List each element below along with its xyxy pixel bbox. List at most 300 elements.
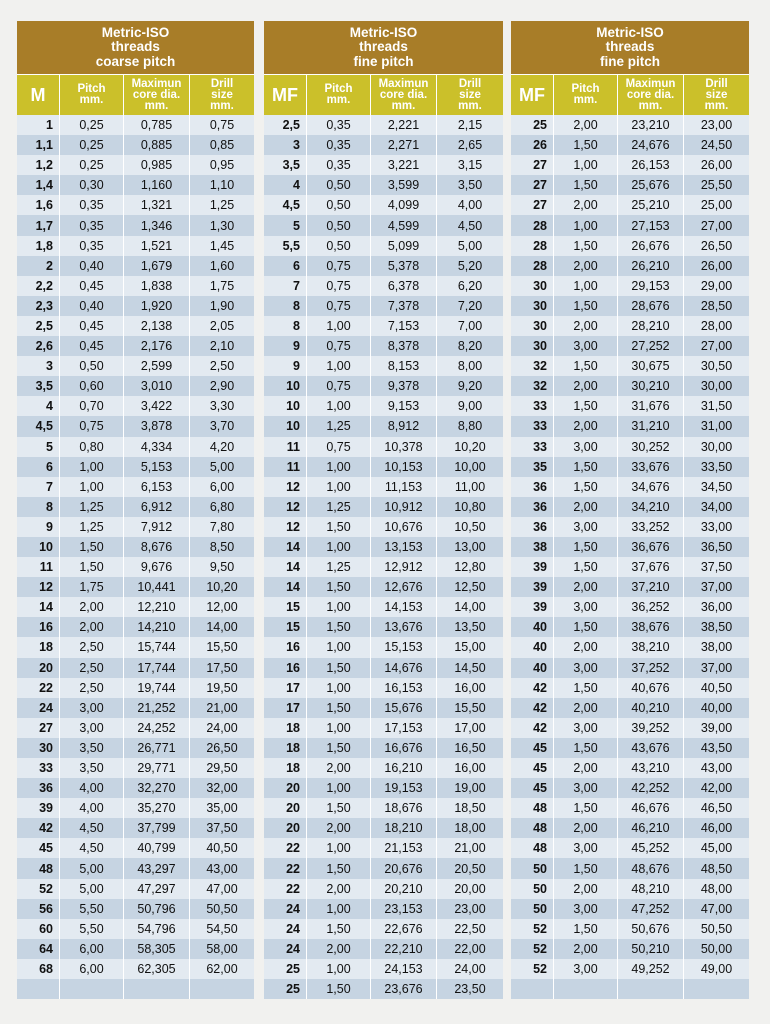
table-cell: 30,00 — [683, 376, 749, 396]
table-cell: 4 — [293, 178, 300, 193]
table-cell: 52 — [533, 921, 547, 936]
table-cell: 25,210 — [617, 195, 683, 215]
table-cell: 26,00 — [683, 155, 749, 175]
table-row — [511, 637, 749, 657]
table-title-line: threads — [359, 39, 408, 55]
table-cell: 4,50 — [436, 215, 503, 235]
table-cell: 3,010 — [123, 376, 189, 396]
table-cell: 1,321 — [123, 195, 189, 215]
table-cell: 1,4 — [35, 178, 53, 193]
table-cell: 1,7 — [35, 218, 53, 233]
table-cell: 36,50 — [683, 537, 749, 557]
table-row — [264, 658, 503, 678]
table-row — [264, 979, 503, 999]
table-cell: 1,00 — [59, 457, 123, 477]
table-cell: 1,50 — [553, 135, 617, 155]
table-cell: 12 — [286, 499, 300, 514]
column-header: Maximun core dia. mm. — [617, 75, 683, 115]
table-cell: 50,50 — [683, 919, 749, 939]
table-cell: 40,50 — [683, 678, 749, 698]
table-cell: 32 — [533, 379, 547, 394]
column-header: Pitch mm. — [553, 75, 617, 115]
table-row — [511, 798, 749, 818]
table-row — [511, 457, 749, 477]
table-cell: 23,153 — [370, 899, 436, 919]
table-cell: 3,00 — [59, 698, 123, 718]
table-cell: 24,00 — [436, 959, 503, 979]
table-title-line: threads — [605, 39, 655, 55]
table-row — [17, 557, 254, 577]
table-cell: 27 — [39, 720, 53, 735]
table-cell: 40,210 — [617, 698, 683, 718]
table-cell: 1,25 — [189, 195, 254, 215]
table-cell: 24 — [286, 941, 300, 956]
table-cell: 30 — [533, 298, 547, 313]
table-cell: 9 — [46, 519, 53, 534]
table-cell: 26 — [533, 138, 547, 153]
table-cell: 2,05 — [189, 316, 254, 336]
table-cell: 3,30 — [189, 396, 254, 416]
table-row — [511, 396, 749, 416]
table-cell: 1,90 — [189, 296, 254, 316]
table-cell: 26,00 — [683, 256, 749, 276]
table-cell: 17 — [286, 700, 300, 715]
table-cell: 43,50 — [683, 738, 749, 758]
table-cell: 42,252 — [617, 778, 683, 798]
table-cell: 68 — [39, 961, 53, 976]
table-cell: 0,50 — [306, 175, 370, 195]
table-cell: 0,35 — [59, 195, 123, 215]
table-cell: 4,599 — [370, 215, 436, 235]
table-row — [264, 517, 503, 537]
table-row — [17, 738, 254, 758]
table-cell: 18 — [39, 640, 53, 655]
table-row — [17, 959, 254, 979]
table-cell: 4,5 — [35, 419, 53, 434]
table-cell: 2,00 — [59, 617, 123, 637]
table-cell: 12,80 — [436, 557, 503, 577]
table-title-line: Metric-ISO — [349, 24, 418, 40]
table-row — [264, 577, 503, 597]
table-cell: 34,676 — [617, 477, 683, 497]
table-cell: 0,35 — [306, 115, 370, 135]
table-cell: 2,00 — [553, 818, 617, 838]
table-cell: 4,00 — [59, 798, 123, 818]
table-cell: 35,00 — [189, 798, 254, 818]
table-cell: 10 — [286, 419, 300, 434]
table-cell: 27 — [533, 178, 547, 193]
table-cell: 25,50 — [683, 175, 749, 195]
table-cell: 3,00 — [553, 899, 617, 919]
table-cell: 24 — [286, 921, 300, 936]
table-row — [511, 557, 749, 577]
table-row — [511, 698, 749, 718]
table-cell: 1,50 — [553, 356, 617, 376]
table-row — [511, 899, 749, 919]
table-cell: 24,676 — [617, 135, 683, 155]
table-cell: 1,50 — [553, 557, 617, 577]
table-cell: 14,00 — [189, 617, 254, 637]
table-cell: 1,50 — [59, 557, 123, 577]
table-row — [264, 818, 503, 838]
table-cell: 39,00 — [683, 718, 749, 738]
table-cell: 1,6 — [35, 198, 53, 213]
table-cell: 0,50 — [306, 215, 370, 235]
table-cell: 1,00 — [306, 718, 370, 738]
table-cell: 38,210 — [617, 637, 683, 657]
table-cell: 2,00 — [59, 597, 123, 617]
table-cell: 6 — [293, 258, 300, 273]
table-cell: 42 — [533, 720, 547, 735]
table-cell: 7,153 — [370, 316, 436, 336]
table-cell: 20,00 — [436, 879, 503, 899]
table-cell: 1,75 — [59, 577, 123, 597]
table-cell: 36 — [533, 519, 547, 534]
table-cell: 19,00 — [436, 778, 503, 798]
table-cell: 1,00 — [306, 678, 370, 698]
table-cell: 37,00 — [683, 658, 749, 678]
table-cell: 49,252 — [617, 959, 683, 979]
table-cell — [17, 979, 59, 999]
table-cell: 3,00 — [553, 838, 617, 858]
table-row — [511, 256, 749, 276]
table-cell: 2,599 — [123, 356, 189, 376]
table-cell: 33 — [533, 399, 547, 414]
table-cell — [123, 979, 189, 999]
table-row — [17, 276, 254, 296]
table-cell: 5,00 — [189, 457, 254, 477]
table-cell: 14,210 — [123, 617, 189, 637]
table-cell: 8 — [293, 318, 300, 333]
table-cell: 46,676 — [617, 798, 683, 818]
table-row — [17, 678, 254, 698]
table-cell: 27 — [533, 198, 547, 213]
table-cell: 22,676 — [370, 919, 436, 939]
table-cell: 14,00 — [436, 597, 503, 617]
table-cell: 17,744 — [123, 658, 189, 678]
table-cell: 0,75 — [306, 256, 370, 276]
table-cell: 0,75 — [189, 115, 254, 135]
column-header-row — [264, 74, 503, 115]
table-row — [511, 517, 749, 537]
table-row — [17, 115, 254, 135]
table-cell: 39,252 — [617, 718, 683, 738]
table-cell: 49,00 — [683, 959, 749, 979]
table-row — [17, 939, 254, 959]
table-cell: 8,912 — [370, 416, 436, 436]
table-cell: 3,50 — [59, 758, 123, 778]
table-cell: 0,40 — [59, 256, 123, 276]
table-fine-pitch-1 — [264, 21, 503, 999]
table-cell: 48,50 — [683, 858, 749, 878]
table-cell: 1,00 — [306, 396, 370, 416]
table-cell: 16 — [286, 660, 300, 675]
table-row — [264, 798, 503, 818]
table-title-line: fine pitch — [600, 53, 660, 69]
table-cell: 2,15 — [436, 115, 503, 135]
table-cell: 54,50 — [189, 919, 254, 939]
table-cell: 52 — [39, 881, 53, 896]
table-cell: 1,00 — [306, 959, 370, 979]
table-row — [17, 195, 254, 215]
table-cell: 28,210 — [617, 316, 683, 336]
column-header: Drill size mm. — [189, 75, 254, 115]
table-cell: 1,838 — [123, 276, 189, 296]
table-cell: 1,30 — [189, 215, 254, 235]
table-row — [264, 416, 503, 436]
table-cell: 40,799 — [123, 838, 189, 858]
table-cell: 7,80 — [189, 517, 254, 537]
table-cell: 31,210 — [617, 416, 683, 436]
table-cell: 16,50 — [436, 738, 503, 758]
table-cell: 14,676 — [370, 658, 436, 678]
table-cell: 22 — [39, 680, 53, 695]
table-row — [17, 879, 254, 899]
table-cell: 2,65 — [436, 135, 503, 155]
table-cell: 15,00 — [436, 637, 503, 657]
table-row — [264, 537, 503, 557]
table-row — [17, 617, 254, 637]
table-row — [264, 758, 503, 778]
table-cell: 18,676 — [370, 798, 436, 818]
table-cell: 29,00 — [683, 276, 749, 296]
table-cell: 25 — [286, 982, 300, 997]
table-cell: 16,00 — [436, 678, 503, 698]
table-row — [17, 838, 254, 858]
table-cell: 2,138 — [123, 316, 189, 336]
table-cell: 0,75 — [306, 437, 370, 457]
column-header: M — [30, 84, 46, 105]
table-row — [511, 778, 749, 798]
table-cell — [189, 979, 254, 999]
table-cell: 1,50 — [553, 396, 617, 416]
table-row — [264, 115, 503, 135]
table-cell: 1,50 — [553, 617, 617, 637]
table-cell: 8 — [46, 499, 53, 514]
table-cell: 26,771 — [123, 738, 189, 758]
table-cell: 12,210 — [123, 597, 189, 617]
table-row — [264, 175, 503, 195]
table-cell: 1,60 — [189, 256, 254, 276]
table-cell: 4,5 — [282, 198, 300, 213]
table-cell: 8,676 — [123, 537, 189, 557]
table-row — [17, 758, 254, 778]
table-cell: 1,2 — [35, 158, 53, 173]
table-cell: 1,25 — [306, 416, 370, 436]
table-cell: 4,00 — [436, 195, 503, 215]
table-cell: 27,153 — [617, 215, 683, 235]
table-row — [264, 698, 503, 718]
table-cell: 4,50 — [59, 818, 123, 838]
table-cell: 10 — [39, 540, 53, 555]
table-cell: 5,5 — [282, 238, 300, 253]
table-cell: 50,676 — [617, 919, 683, 939]
table-cell: 2,90 — [189, 376, 254, 396]
table-cell: 3,5 — [282, 158, 300, 173]
table-cell: 0,985 — [123, 155, 189, 175]
table-cell: 19,50 — [189, 678, 254, 698]
table-row — [17, 416, 254, 436]
table-cell: 18,210 — [370, 818, 436, 838]
table-row — [17, 637, 254, 657]
table-cell: 33,50 — [683, 457, 749, 477]
table-title-line: threads — [111, 39, 160, 55]
table-cell: 1,920 — [123, 296, 189, 316]
table-cell: 1,50 — [306, 577, 370, 597]
table-cell: 1,8 — [35, 238, 53, 253]
table-cell: 48,210 — [617, 879, 683, 899]
table-cell: 8 — [293, 298, 300, 313]
table-cell: 33,676 — [617, 457, 683, 477]
table-cell: 3,00 — [553, 658, 617, 678]
table-cell: 6,00 — [59, 959, 123, 979]
table-row — [17, 236, 254, 256]
table-cell: 15,744 — [123, 637, 189, 657]
table-cell: 9,20 — [436, 376, 503, 396]
table-cell: 34,50 — [683, 477, 749, 497]
table-row — [264, 678, 503, 698]
table-cell: 0,45 — [59, 316, 123, 336]
table-row — [264, 376, 503, 396]
table-cell: 36,252 — [617, 597, 683, 617]
table-cell: 43,00 — [683, 758, 749, 778]
table-cell: 10,912 — [370, 497, 436, 517]
table-cell: 1,00 — [59, 477, 123, 497]
table-cell: 13,50 — [436, 617, 503, 637]
table-cell: 4,00 — [59, 778, 123, 798]
table-cell: 19,744 — [123, 678, 189, 698]
table-row — [511, 155, 749, 175]
table-cell: 16,00 — [436, 758, 503, 778]
table-row — [17, 396, 254, 416]
table-cell: 28 — [533, 238, 547, 253]
column-header-row — [17, 74, 254, 115]
table-cell: 3,00 — [553, 959, 617, 979]
table-title-line: Metric-ISO — [596, 24, 664, 40]
table-cell: 7,378 — [370, 296, 436, 316]
table-cell: 6 — [46, 459, 53, 474]
table-cell: 48 — [533, 801, 547, 816]
table-title-line: fine pitch — [353, 53, 414, 69]
table-cell: 1,25 — [59, 517, 123, 537]
table-cell: 11 — [39, 560, 53, 575]
table-row — [264, 457, 503, 477]
table-cell: 42 — [533, 680, 547, 695]
table-cell: 1,45 — [189, 236, 254, 256]
table-row — [511, 376, 749, 396]
table-cell: 11 — [286, 439, 300, 454]
table-cell: 0,30 — [59, 175, 123, 195]
table-cell: 0,60 — [59, 376, 123, 396]
table-cell: 0,25 — [59, 115, 123, 135]
table-cell: 14 — [286, 560, 300, 575]
table-cell: 13,153 — [370, 537, 436, 557]
table-cell: 14 — [39, 600, 53, 615]
table-cell: 11,153 — [370, 477, 436, 497]
table-cell: 1,25 — [59, 497, 123, 517]
table-cell: 5 — [293, 218, 300, 233]
table-cell: 0,50 — [59, 356, 123, 376]
table-row — [17, 658, 254, 678]
table-cell: 1,50 — [306, 517, 370, 537]
table-cell: 42 — [533, 700, 547, 715]
table-row — [264, 497, 503, 517]
table-row — [511, 356, 749, 376]
table-cell: 21,00 — [436, 838, 503, 858]
table-row — [17, 336, 254, 356]
table-cell: 1,00 — [306, 778, 370, 798]
table-cell: 22 — [286, 861, 300, 876]
table-cell: 2,00 — [553, 256, 617, 276]
table-cell: 25 — [533, 118, 547, 133]
table-cell: 14 — [286, 580, 300, 595]
table-cell: 8,20 — [436, 336, 503, 356]
table-row — [264, 718, 503, 738]
table-row — [17, 155, 254, 175]
table-cell: 22,50 — [436, 919, 503, 939]
table-cell: 3,00 — [553, 778, 617, 798]
table-row — [264, 316, 503, 336]
table-cell: 1,521 — [123, 236, 189, 256]
table-cell: 3,50 — [59, 738, 123, 758]
table-cell: 50 — [533, 861, 547, 876]
table-cell: 3,00 — [553, 336, 617, 356]
table-cell — [511, 979, 553, 999]
table-cell: 9,153 — [370, 396, 436, 416]
table-cell: 6,80 — [189, 497, 254, 517]
table-cell: 2,221 — [370, 115, 436, 135]
table-cell: 38,50 — [683, 617, 749, 637]
table-row — [17, 718, 254, 738]
table-cell: 5,20 — [436, 256, 503, 276]
table-cell: 30,00 — [683, 437, 749, 457]
table-cell: 27,00 — [683, 215, 749, 235]
column-header: Maximun core dia. mm. — [123, 75, 189, 115]
table-cell: 10,441 — [123, 577, 189, 597]
table-cell: 30 — [39, 740, 53, 755]
table-cell: 3,221 — [370, 155, 436, 175]
table-cell: 4 — [46, 399, 53, 414]
table-row — [264, 396, 503, 416]
table-cell: 20,676 — [370, 858, 436, 878]
table-row — [264, 557, 503, 577]
table-cell: 12 — [39, 580, 53, 595]
table-cell: 36,676 — [617, 537, 683, 557]
table-cell: 3,15 — [436, 155, 503, 175]
table-cell: 29,771 — [123, 758, 189, 778]
table-cell: 9 — [293, 339, 300, 354]
table-row — [511, 236, 749, 256]
table-cell: 18,50 — [436, 798, 503, 818]
table-row — [511, 678, 749, 698]
table-cell: 4,20 — [189, 437, 254, 457]
table-cell: 7,00 — [436, 316, 503, 336]
table-cell: 2,3 — [35, 298, 53, 313]
table-cell: 43,297 — [123, 858, 189, 878]
table-row — [17, 818, 254, 838]
table-cell: 2,6 — [35, 339, 53, 354]
table-cell: 1,00 — [553, 155, 617, 175]
table-row — [511, 939, 749, 959]
table-cell: 4,099 — [370, 195, 436, 215]
table-row — [264, 276, 503, 296]
table-row — [264, 738, 503, 758]
table-cell: 47,00 — [189, 879, 254, 899]
table-cell: 50 — [533, 901, 547, 916]
table-cell: 16,210 — [370, 758, 436, 778]
table-cell: 12 — [286, 519, 300, 534]
table-row — [264, 879, 503, 899]
